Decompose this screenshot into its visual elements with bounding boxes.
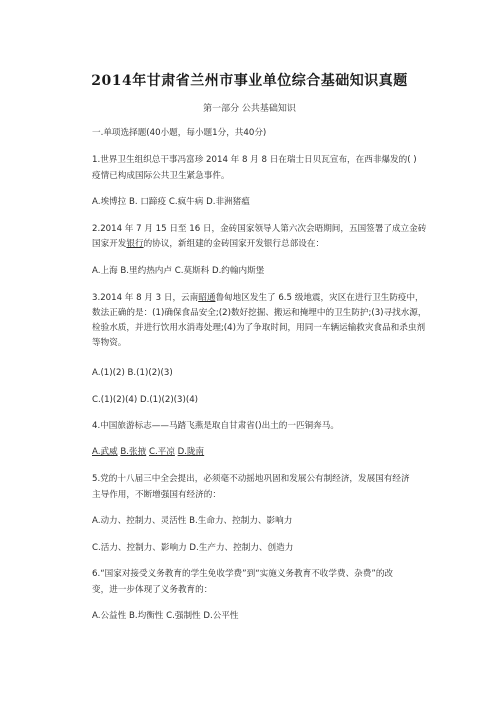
question-1-line-2: 疫情已构成国际公共卫生紧急事件。 [92, 171, 230, 181]
option-a: A.武威 [92, 447, 118, 457]
question-5-options-1: A.动力、控制力、灵活性 B.生命力、控制力、影响力 [92, 516, 293, 526]
question-6-options: A.公益性 B.均衡性 C.强制性 D.公平性 [92, 611, 239, 621]
part-heading: 第一部分 公共基础知识 [203, 104, 296, 114]
underlined-word: 昭通 [198, 293, 216, 303]
question-3-text: 3.2014 年 8 月 3 日，云南 [92, 293, 199, 303]
question-5-options-2: C.活力、控制力、影响力 D.生产力、控制力、创造力 [92, 543, 294, 553]
underlined-word: 银行 [126, 239, 144, 249]
question-3-line-3: 检验水质，并进行饮用水消毒处理;(4)为了争取时间，用同一车辆运输救灾食品和杀虫剂 [92, 323, 426, 333]
question-3-text: 鲁甸地区发生了 6.5 级地震，灾区在进行卫生防疫中， [215, 293, 424, 303]
question-4-line-1: 4.中国旅游标志——马踏飞燕是取自甘肃省()出土的一匹铜奔马。 [92, 421, 339, 431]
question-3-options-2: C.(1)(2)(4) D.(1)(2)(3)(4) [92, 395, 199, 405]
question-3-options-1: A.(1)(2) B.(1)(2)(3) [92, 368, 173, 378]
option-d: D.陇南 [177, 447, 205, 457]
question-5-line-1: 5.党的十八届三中全会提出，必须毫不动摇地巩固和发展公有制经济，发展国有经济 [92, 474, 410, 484]
question-5-line-2: 主导作用，不断增强国有经济的： [92, 490, 221, 500]
question-3-line-2: 数法正确的是：(1)确保食品安全;(2)数好挖掘、搬运和掩埋中的卫生防护;(3)寻找水源， [92, 308, 427, 318]
option-c: C.平凉 [148, 447, 175, 457]
question-6-line-2: 变，进一步体现了义务教育的： [92, 585, 213, 595]
question-2-line-1: 2.2014 年 7 月 15 日至 16 日，金砖国家领导人第六次会晤期间，五国签署了成立金砖 [92, 224, 427, 234]
question-2-text: 的协议，新组建的金砖国家开发银行总部设在： [143, 239, 325, 249]
question-3-line-1 [92, 292, 424, 304]
question-2-line-2 [92, 238, 324, 250]
question-2-options: A.上海 B.里约热内卢 C.莫斯科 D.约翰内斯堡 [92, 266, 265, 276]
question-2-text: 国家开发 [92, 239, 127, 249]
document-title: 2014年甘肃省兰州市事业单位综合基础知识真题 [91, 73, 408, 89]
question-4-options [92, 446, 204, 458]
option-b: B.张掖 [120, 447, 147, 457]
question-6-line-1: 6.“国家对接受义务教育的学生免收学费”到“实施义务教育不收学费、杂费”的改 [92, 569, 394, 579]
question-1-options: A.埃博拉 B. 口蹄疫 C.疯牛病 D.非洲猪瘟 [92, 197, 250, 207]
question-3-line-4: 等物资。 [92, 338, 127, 348]
question-1-line-1: 1.世界卫生组织总干事冯富珍 2014 年 8 月 8 日在瑞士日贝瓦宣布，在西非爆发的( ) [92, 155, 417, 165]
section-heading: 一.单项选择题(40小题，每小题1分，共40分) [92, 128, 267, 138]
